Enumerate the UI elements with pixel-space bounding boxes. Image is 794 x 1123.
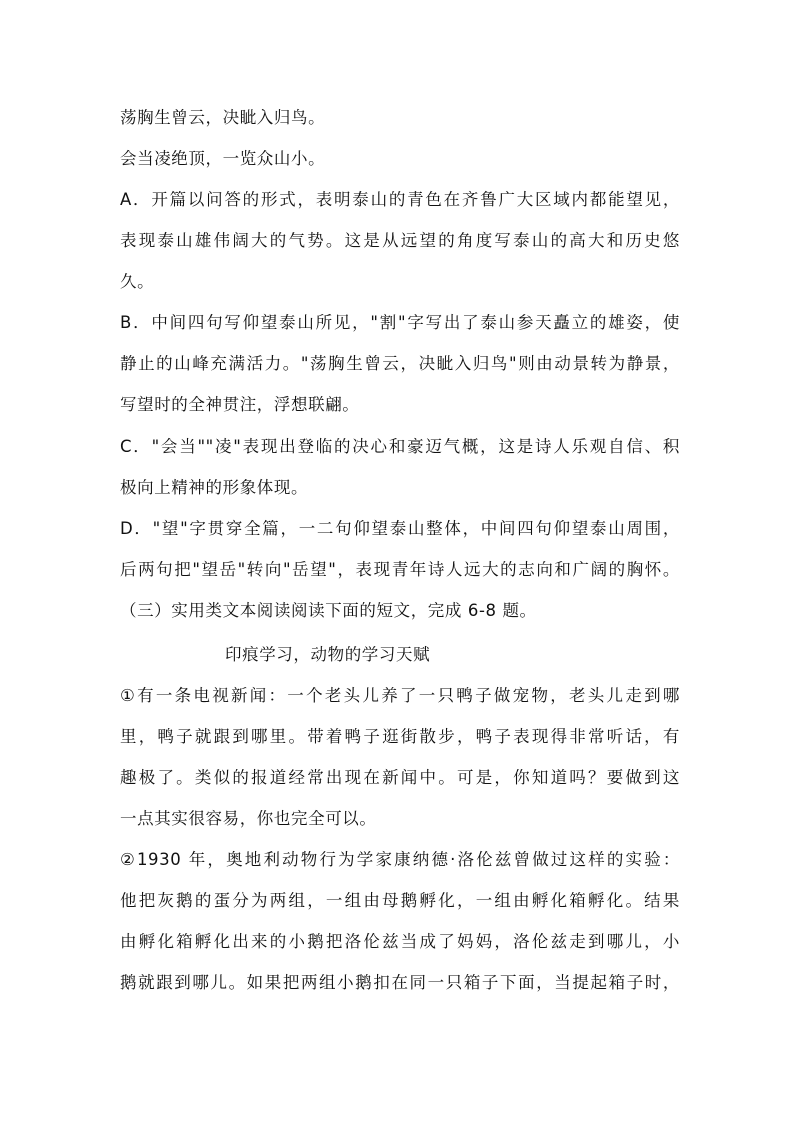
option-d-line-1: D．"望"字贯穿全篇，一二句仰望泰山整体，中间四句仰望泰山周围， bbox=[120, 519, 680, 538]
paragraph-1-line-3: 趣极了。类似的报道经常出现在新闻中。可是，你知道吗？要做到这 bbox=[120, 768, 680, 787]
paragraph-1-line-1: ①有一条电视新闻：一个老头儿养了一只鸭子做宠物，老头儿走到哪 bbox=[120, 686, 680, 705]
paragraph-1-line-2: 里，鸭子就跟到哪里。带着鸭子逛街散步，鸭子表现得非常听话，有 bbox=[120, 727, 680, 746]
poem-line-1: 荡胸生曾云，决眦入归鸟。 bbox=[120, 108, 326, 127]
option-b-line-3: 写望时的全神贯注，浮想联翩。 bbox=[120, 395, 360, 414]
option-b-line-2: 静止的山峰充满活力。"荡胸生曾云，决眦入归鸟"则由动景转为静景， bbox=[120, 354, 680, 373]
paragraph-2-line-3: 由孵化箱孵化出来的小鹅把洛伦兹当成了妈妈，洛伦兹走到哪儿，小 bbox=[120, 932, 680, 951]
section-heading: （三）实用类文本阅读阅读下面的短文，完成 6-8 题。 bbox=[120, 601, 537, 620]
article-title: 印痕学习，动物的学习天赋 bbox=[225, 645, 431, 664]
poem-line-2: 会当凌绝顶，一览众山小。 bbox=[120, 149, 326, 168]
option-a-line-3: 久。 bbox=[120, 272, 155, 291]
option-d-line-2: 后两句把"望岳"转向"岳望"，表现青年诗人远大的志向和广阔的胸怀。 bbox=[120, 560, 680, 579]
paragraph-2-line-2: 他把灰鹅的蛋分为两组，一组由母鹅孵化，一组由孵化箱孵化。结果 bbox=[120, 891, 680, 910]
paragraph-2-line-1: ②1930 年，奥地利动物行为学家康纳德·洛伦兹曾做过这样的实验： bbox=[120, 850, 680, 869]
option-b-line-1: B．中间四句写仰望泰山所见，"割"字写出了泰山参天矗立的雄姿，使 bbox=[120, 313, 680, 332]
option-a-line-2: 表现泰山雄伟阔大的气势。这是从远望的角度写泰山的高大和历史悠 bbox=[120, 231, 680, 250]
option-c-line-2: 极向上精神的形象体现。 bbox=[120, 478, 309, 497]
paragraph-2-line-4: 鹅就跟到哪儿。如果把两组小鹅扣在同一只箱子下面，当提起箱子时， bbox=[120, 973, 680, 992]
option-a-line-1: A．开篇以问答的形式，表明泰山的青色在齐鲁广大区域内都能望见， bbox=[120, 190, 680, 209]
paragraph-1-line-4: 一点其实很容易，你也完全可以。 bbox=[120, 809, 377, 828]
option-c-line-1: C．"会当""凌"表现出登临的决心和豪迈气概，这是诗人乐观自信、积 bbox=[120, 437, 680, 456]
